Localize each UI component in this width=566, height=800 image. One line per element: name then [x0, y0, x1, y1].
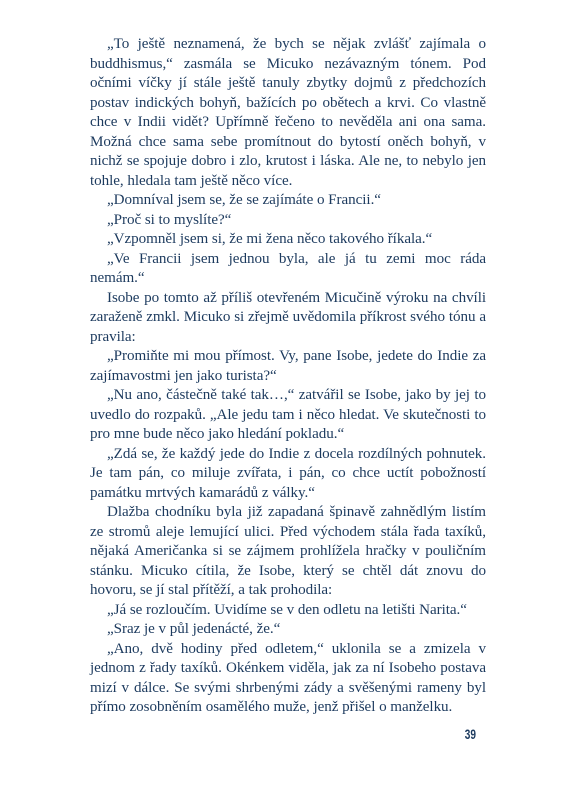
paragraph: „Sraz je v půl jedenácté, že.“	[107, 621, 281, 637]
paragraph: „Vzpomněl jsem si, že mi žena něco takového říkala.“	[107, 231, 433, 247]
paragraph: „Zdá se, že každý jede do Indie z docela rozdílných pohnutek. Je tam pán, co miluje zvířata, i pán, co chce uctít pobožností památku mrtvých kamarádů z války.“	[90, 445, 486, 501]
paragraph: „Já se rozloučím. Uvidíme se v den odletu na letišti Narita.“	[107, 601, 467, 618]
paragraph: Isobe po tomto až příliš otevřeném Micučině výroku na chvíli zaraženě zmkl. Micuko si zřejmě uvědomila příkrost svého tónu a pravila:	[90, 289, 486, 345]
paragraph: „Ano, dvě hodiny před odletem,“ uklonila se a zmizela v jednom z řady taxíků. Okénkem viděla, jak za ní Isobeho postava mizí v dálce. Se svými shrbenými zády a svěšenými rameny byl přímo zosobněním osamělého muže, jenž přišel o manželku.	[90, 640, 486, 715]
body-text	[90, 35, 486, 718]
paragraph: Dlažba chodníku byla již zapadaná špinavě zahnědlým listím ze stromů aleje lemující ulici. Před východem stála řada taxíků, nějaká Američanka si se zájmem prohlížela hračky v pouličním stánku. Micuko cítila, že Isobe, který se chtěl dát znovu do hovoru, se jí stal přítěží, a tak prohodila:	[90, 504, 486, 598]
page-number: 39	[464, 726, 476, 742]
paragraph: „To ještě neznamená, že bych se nějak zvlášť zajímala o buddhismus,“ zasmála se Micuko nezávazným tónem. Pod očními víčky jí stále ještě tanuly zbytky dojmů z předchozích postav indických bohyň, bažících po obětech a krvi. Co vlastně chce v Indii vidět? Upřímně řečeno to nevěděla ani ona sama. Možná chce sama sebe promítnout do bytostí oněch bohyň, v nichž se spojuje dobro i zlo, krutost i láska. Ale ne, to nebylo jen tohle, hledala tam ještě něco více.	[90, 36, 486, 189]
paragraph: „Proč si to myslíte?“	[107, 211, 232, 228]
paragraph: „Nu ano, částečně také tak…,“ zatvářil se Isobe, jako by jej to uvedlo do rozpaků. „Ale jedu tam i něco hledat. Ve skutečnosti to pro mne bude něco jako hledání pokladu.“	[90, 387, 486, 442]
paragraph: „Ve Francii jsem jednou byla, ale já tu zemi moc ráda nemám.“	[90, 250, 486, 286]
paragraph: „Domníval jsem se, že se zajímáte o Francii.“	[107, 192, 381, 208]
paragraph: „Promiňte mi mou přímost. Vy, pane Isobe, jedete do Indie za zajímavostmi jen jako turista?“	[90, 348, 486, 384]
